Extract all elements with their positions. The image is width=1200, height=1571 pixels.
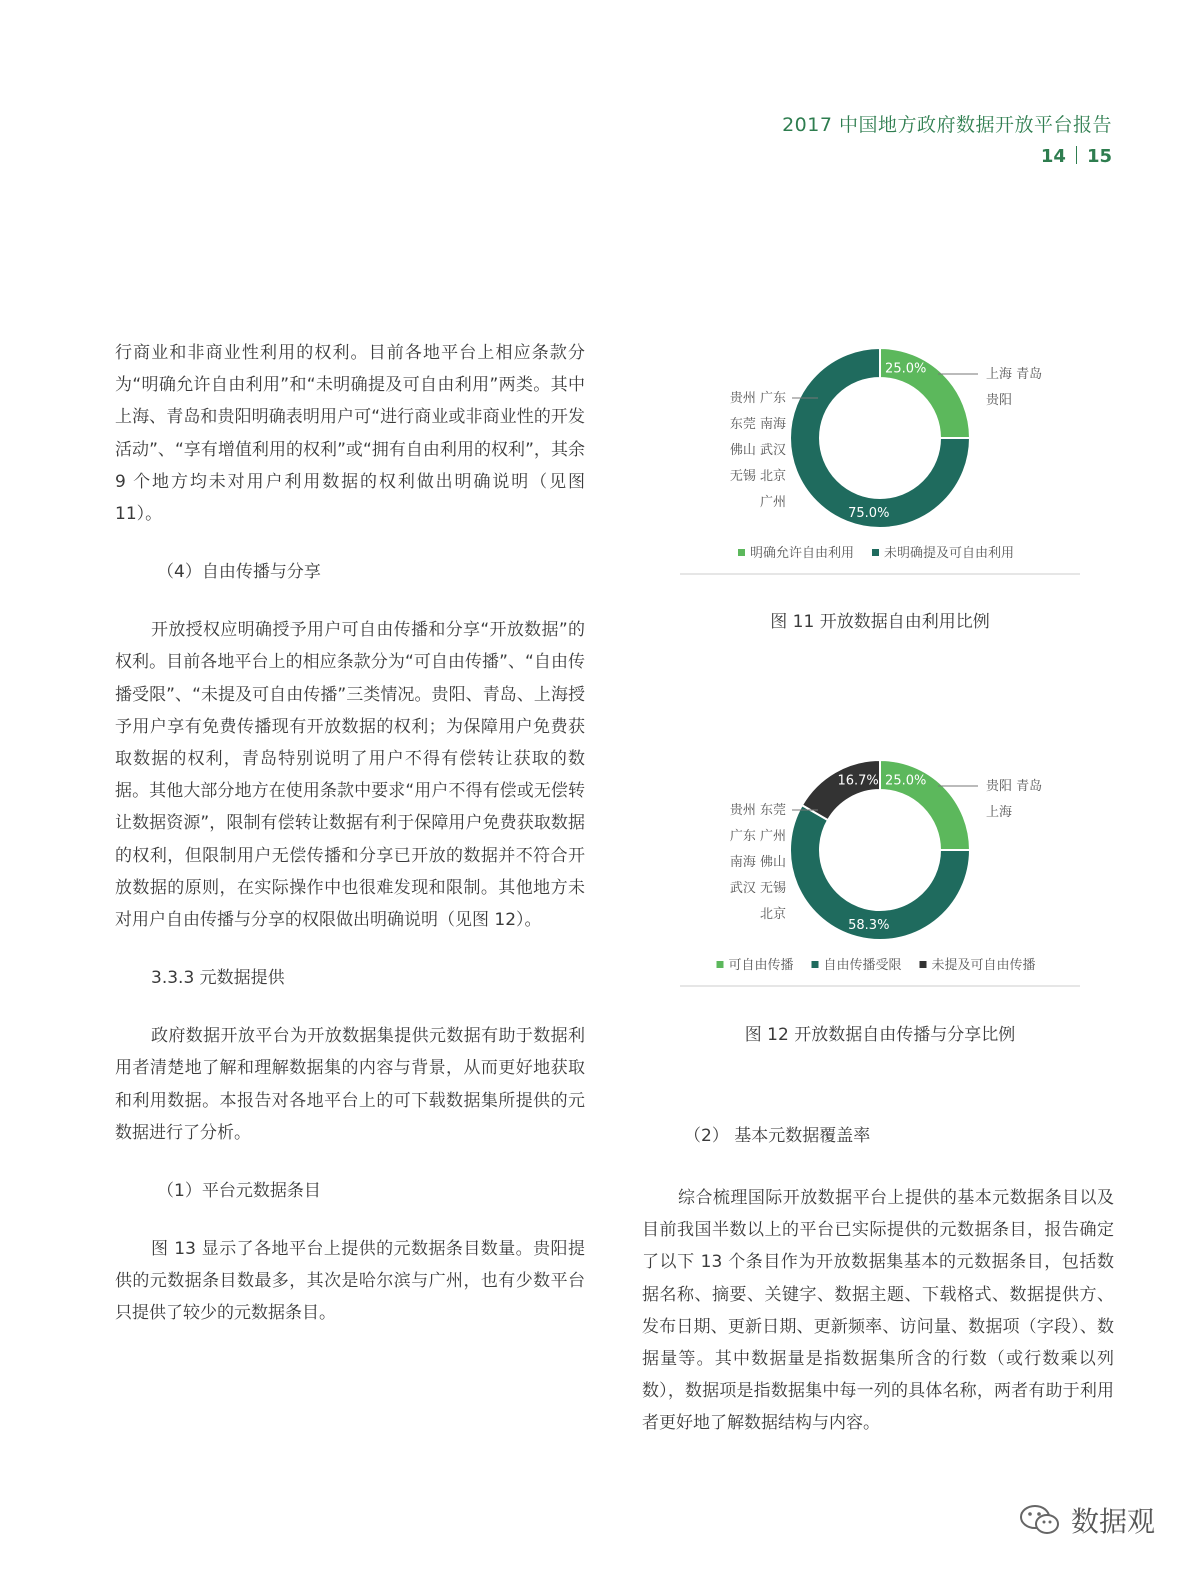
watermark — [1019, 1500, 1155, 1540]
city-label: 贵阳 青岛 — [986, 779, 1043, 794]
paragraph-2: 开放授权应明确授予用户可自由传播和分享“开放数据”的权利。目前各地平台上的相应条款分为“可自由传播”、“自由传播受限”、“未提及可自由传播”三类情况。贵阳、青岛、上海授予用户享有免费传播现有开放数据的权利；为保障用户免费获取数据的权利，青岛特别说明了用户不得有偿转让获取的数据。其他大部分地方在使用条款中要求“用户不得有偿或无偿转让数据资源”，限制有偿转让数据有利于保障用户免费获取数据的权利，但限制用户无偿传播和分享已开放的数据并不符合开放数据的原则，在实际操作中也很难发现和限制。其他地方未对用户自由传播与分享的权限做出明确说明（见图 12）。 — [115, 620, 585, 931]
city-label: 武汉 无锡 — [729, 881, 786, 896]
legend-swatch-2 — [920, 961, 927, 968]
right-column — [642, 1120, 1114, 1440]
heading-3-3-3: 3.3.3 元数据提供 — [151, 968, 285, 989]
page-number-right: 15 — [1086, 146, 1112, 167]
wechat-icon — [1019, 1503, 1061, 1537]
city-label: 东莞 南海 — [729, 417, 786, 432]
city-label: 贵州 广东 — [729, 391, 786, 406]
caption-figure-12: 图 12 开放数据自由传播与分享比例 — [744, 1025, 1016, 1045]
legend-label-1: 自由传播受限 — [823, 958, 902, 973]
heading-1-metadata-items: （1）平台元数据条目 — [157, 1181, 321, 1202]
watermark-text: 数据观 — [1070, 1505, 1155, 1538]
slice-label-0: 25.0% — [885, 361, 927, 377]
city-label: 贵州 东莞 — [729, 803, 786, 818]
legend-label-0: 明确允许自由利用 — [750, 546, 855, 561]
donut-chart-11 — [680, 340, 1080, 580]
report-title: 2017 中国地方政府数据开放平台报告 — [782, 114, 1112, 136]
caption-figure-11: 图 11 开放数据自由利用比例 — [770, 612, 990, 632]
slice-label-1: 58.3% — [848, 918, 890, 934]
city-label: 北京 — [759, 907, 786, 922]
page-numbers — [1041, 146, 1112, 167]
city-label: 上海 — [986, 805, 1013, 820]
legend-label-2: 未提及可自由传播 — [931, 958, 1036, 973]
city-label: 广州 — [759, 495, 786, 510]
slice-label-2: 16.7% — [837, 773, 879, 789]
page-divider — [1076, 146, 1077, 164]
city-label: 无锡 北京 — [729, 469, 786, 484]
paragraph-4: 图 13 显示了各地平台上提供的元数据条目数量。贵阳提供的元数据条目数最多，其次是哈尔滨与广州，也有少数平台只提供了较少的元数据条目。 — [115, 1239, 585, 1324]
legend-swatch-1 — [812, 961, 819, 968]
city-label: 广东 广州 — [729, 829, 786, 844]
slice-label-1: 75.0% — [848, 506, 890, 522]
paragraph-1: 行商业和非商业性利用的权利。目前各地平台上相应条款分为“明确允许自由利用”和“未明确提及可自由利用”两类。其中上海、青岛和贵阳明确表明用户可“进行商业或非商业性的开发活动”、“享有增值利用的权利”或“拥有自由利用的权利”，其余 9 个地方均未对用户利用数据的权利做出明确说明（见图 11）。 — [115, 343, 585, 525]
legend-swatch-0 — [738, 549, 745, 556]
city-label: 贵阳 — [986, 393, 1013, 408]
legend-swatch-0 — [717, 961, 724, 968]
page-number-left: 14 — [1040, 146, 1066, 167]
chart-figure-11 — [680, 340, 1080, 580]
slice-label-0: 25.0% — [885, 773, 927, 789]
paragraph-5: 综合梳理国际开放数据平台上提供的基本元数据条目以及目前我国半数以上的平台已实际提供的元数据条目，报告确定了以下 13 个条目作为开放数据集基本的元数据条目，包括数据名称、摘要、关键字、数据主题、下载格式、数据提供方、发布日期、更新日期、更新频率、访问量、数据项（字段）、数据量等。其中数据量是指数据集所含的行数（或行数乘以列数），数据项是指数据集中每一列的具体名称，两者有助于利用者更好地了解数据结构与内容。 — [642, 1188, 1114, 1434]
left-column — [115, 337, 585, 1330]
legend-swatch-1 — [872, 549, 879, 556]
slice-2 — [802, 760, 880, 820]
heading-2-basic-metadata: （2） 基本元数据覆盖率 — [684, 1126, 871, 1146]
heading-4-free-sharing: （4）自由传播与分享 — [157, 562, 321, 583]
paragraph-3: 政府数据开放平台为开放数据集提供元数据有助于数据利用者清楚地了解和理解数据集的内容与背景，从而更好地获取和利用数据。本报告对各地平台上的可下载数据集所提供的元数据进行了分析。 — [115, 1026, 585, 1143]
legend-label-0: 可自由传播 — [728, 958, 794, 973]
chart-figure-12 — [680, 752, 1080, 992]
city-label: 南海 佛山 — [729, 855, 786, 870]
city-label: 佛山 武汉 — [729, 443, 786, 458]
legend-label-1: 未明确提及可自由利用 — [884, 546, 1015, 561]
donut-chart-12 — [680, 752, 1080, 992]
city-label: 上海 青岛 — [986, 367, 1043, 382]
